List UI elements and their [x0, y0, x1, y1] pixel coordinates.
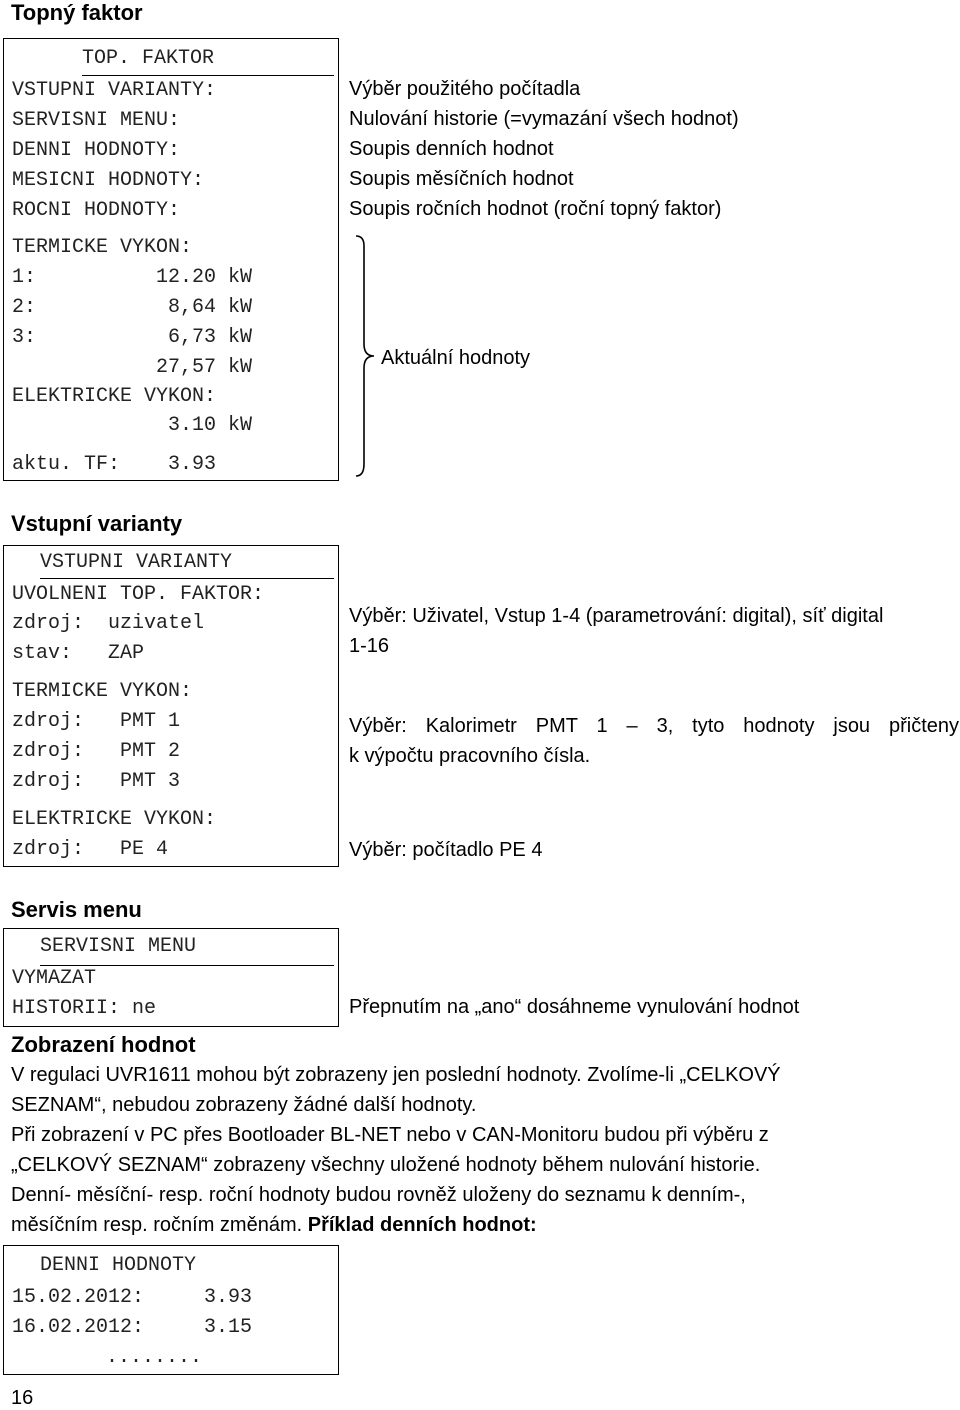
value-line: 1: 12.20 kW — [12, 266, 253, 289]
denni-hodnoty-display — [3, 1245, 339, 1375]
section-title-zobrazeni-hodnot: Zobrazení hodnot — [11, 1032, 196, 1057]
uvolneni-line[interactable]: UVOLNENI TOP. FAKTOR: — [12, 583, 265, 606]
menu-item-rocni-hodnoty[interactable]: ROCNI HODNOTY: — [12, 199, 181, 222]
stav-line[interactable]: stav: ZAP — [12, 642, 145, 665]
historii-setting[interactable]: HISTORII: ne — [12, 997, 157, 1020]
paragraph-line: Denní- měsíční- resp. roční hodnoty budou rovněž uloženy do seznamu k denním-, — [11, 1184, 746, 1206]
menu-description: Soupis ročních hodnot (roční topný faktor) — [349, 198, 722, 220]
vstupni-varianty-display — [3, 545, 339, 867]
value-line: TERMICKE VYKON: — [12, 236, 193, 259]
menu-description: Soupis měsíčních hodnot — [349, 168, 574, 190]
paragraph-line: Při zobrazení v PC přes Bootloader BL-NET nebo v CAN-Monitoru budou při výběru z — [11, 1124, 769, 1146]
zdroj-pmt3-line[interactable]: zdroj: PMT 3 — [12, 770, 181, 793]
servis-description: Přepnutím na „ano“ dosáhneme vynulování hodnot — [349, 996, 800, 1018]
paragraph-line — [11, 1210, 537, 1240]
brace-icon — [344, 232, 384, 480]
example-heading: Příklad denních hodnot: — [307, 1214, 537, 1236]
header-underline — [40, 965, 334, 966]
denni-header: DENNI HODNOTY — [40, 1254, 197, 1277]
zdroj-pmt2-line[interactable]: zdroj: PMT 2 — [12, 740, 181, 763]
value-line: ELEKTRICKE VYKON: — [12, 385, 217, 408]
termicke-vykon-label: TERMICKE VYKON: — [12, 680, 193, 703]
paragraph-text: měsíčním resp. ročním změnám. — [11, 1214, 308, 1236]
top-faktor-display — [3, 38, 339, 481]
menu-item-servisni-menu[interactable]: SERVISNI MENU: — [12, 109, 181, 132]
brace-label: Aktuální hodnoty — [381, 347, 530, 369]
source-description: Výběr: Uživatel, Vstup 1-4 (parametrování: digital), síť digital — [349, 605, 884, 627]
value-line: 27,57 kW — [12, 356, 253, 379]
servis-header: SERVISNI MENU — [40, 935, 197, 958]
paragraph-line: V regulaci UVR1611 mohou být zobrazeny jen poslední hodnoty. Zvolíme-li „CELKOVÝ — [11, 1064, 781, 1086]
header-underline — [82, 75, 334, 76]
daily-value-row: 16.02.2012: 3.15 — [12, 1316, 253, 1339]
section-title-topny-faktor: Topný faktor — [11, 0, 143, 25]
value-line: 3.10 kW — [12, 414, 253, 437]
paragraph-line: SEZNAM“, nebudou zobrazeny žádné další hodnoty. — [11, 1094, 477, 1116]
servis-menu-display — [3, 928, 339, 1027]
section-title-servis-menu: Servis menu — [11, 897, 142, 922]
menu-description: Nulování historie (=vymazání všech hodnot) — [349, 108, 739, 130]
pmt-description: Výběr: Kalorimetr PMT 1 – 3, tyto hodnoty jsou přičteny — [349, 715, 959, 737]
zdroj-uzivatel-line[interactable]: zdroj: uzivatel — [12, 612, 205, 635]
value-line: 3: 6,73 kW — [12, 326, 253, 349]
section-title-vstupni-varianty: Vstupní varianty — [11, 511, 183, 536]
pe-description: Výběr: počítadlo PE 4 — [349, 839, 543, 861]
ellipsis: ........ — [106, 1346, 203, 1369]
menu-item-vstupni-varianty[interactable]: VSTUPNI VARIANTY: — [12, 79, 217, 102]
header-underline — [40, 578, 334, 579]
current-tf-line: aktu. TF: 3.93 — [12, 453, 217, 476]
elektricke-vykon-label: ELEKTRICKE VYKON: — [12, 808, 217, 831]
daily-value-row: 15.02.2012: 3.93 — [12, 1286, 253, 1309]
menu-description: Výběr použitého počítadla — [349, 78, 581, 100]
top-faktor-header: TOP. FAKTOR — [82, 47, 215, 70]
zdroj-pmt1-line[interactable]: zdroj: PMT 1 — [12, 710, 181, 733]
paragraph-line: „CELKOVÝ SEZNAM“ zobrazeny všechny uložené hodnoty během nulování historie. — [11, 1154, 761, 1176]
vymazat-line: VYMAZAT — [12, 967, 97, 990]
menu-description: Soupis denních hodnot — [349, 138, 554, 160]
menu-item-mesicni-hodnoty[interactable]: MESICNI HODNOTY: — [12, 169, 205, 192]
vstupni-header: VSTUPNI VARIANTY — [40, 551, 233, 574]
menu-item-denni-hodnoty[interactable]: DENNI HODNOTY: — [12, 139, 181, 162]
source-description: 1-16 — [349, 635, 390, 657]
page-number: 16 — [11, 1387, 34, 1409]
pmt-description: k výpočtu pracovního čísla. — [349, 745, 591, 767]
value-line: 2: 8,64 kW — [12, 296, 253, 319]
zdroj-pe4-line[interactable]: zdroj: PE 4 — [12, 838, 169, 861]
